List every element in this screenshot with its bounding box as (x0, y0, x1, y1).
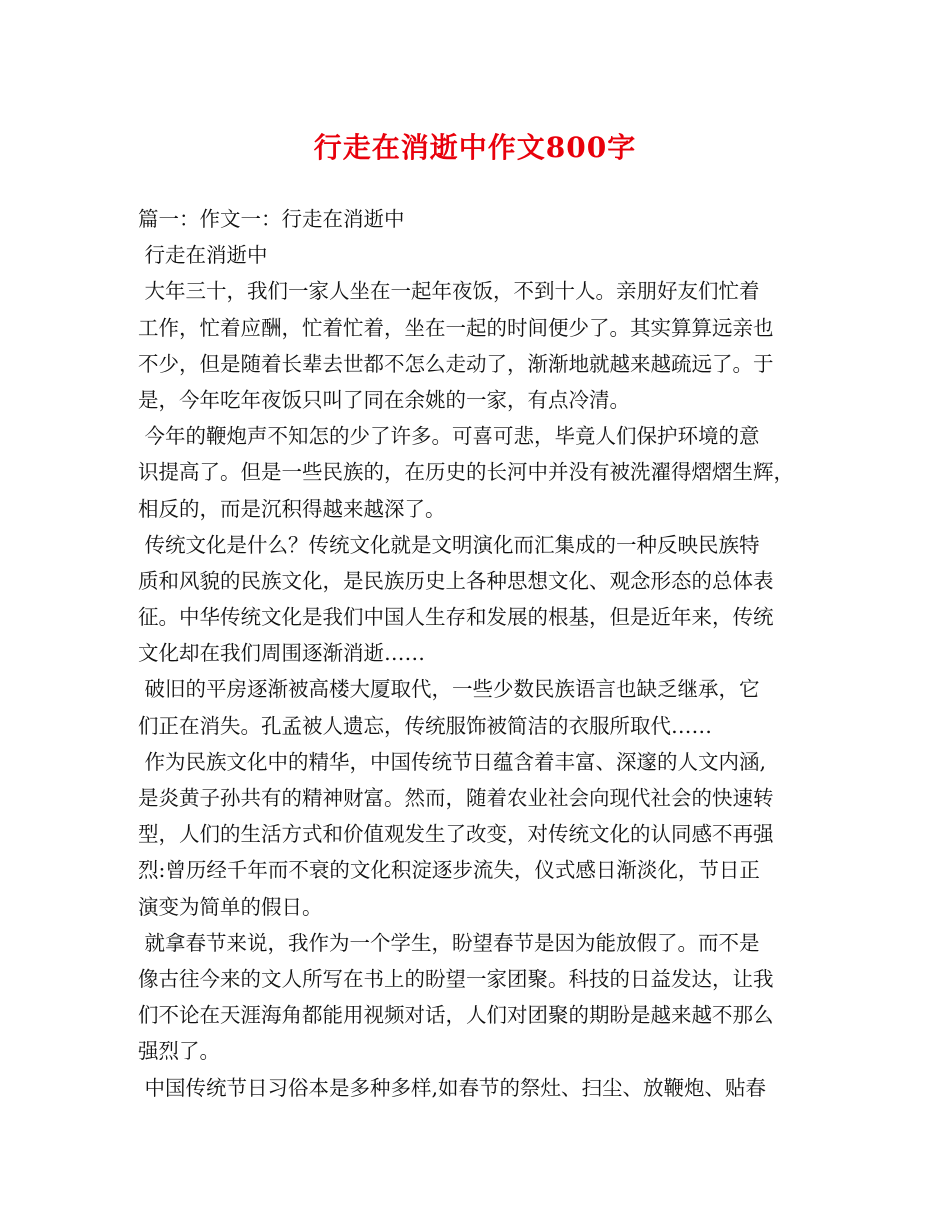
text-line: 质和风貌的民族文化，是民族历史上各种思想文化、观念形态的总体表 (138, 568, 774, 593)
text-line: 作为民族文化中的精华，中国传统节日蕴含着丰富、深邃的人文内涵, (138, 749, 767, 774)
text-line: 们正在消失。孔孟被人遗忘，传统服饰被简洁的衣服所取代…… (138, 713, 712, 738)
text-line: 识提高了。但是一些民族的，在历史的长河中并没有被洗濯得熠熠生辉， (138, 460, 794, 485)
text-line: 行走在消逝中 (138, 243, 268, 268)
text-line: 相反的，而是沉积得越来越深了。 (138, 496, 446, 521)
text-line: 征。中华传统文化是我们中国人生存和发展的根基，但是近年来，传统 (138, 605, 774, 630)
text-line: 不少，但是随着长辈去世都不怎么走动了，渐渐地就越来越疏远了。于 (138, 351, 774, 376)
text-line: 就拿春节来说，我作为一个学生，盼望春节是因为能放假了。而不是 (138, 930, 760, 955)
text-line: 是炎黄子孙共有的精神财富。然而，随着农业社会向现代社会的快速转 (138, 786, 774, 810)
text-line: 中国传统节日习俗本是多种多样,如春节的祭灶、扫尘、放鞭炮、贴春 (138, 1075, 767, 1100)
text-line: 是，今年吃年夜饭只叫了同在余姚的一家，有点冷清。 (138, 387, 630, 412)
text-line: 篇一：作文一：行走在消逝中 (138, 207, 405, 231)
text-line: 今年的鞭炮声不知怎的少了许多。可喜可悲，毕竟人们保护环境的意 (138, 424, 760, 449)
text-line: 工作，忙着应酬，忙着忙着，坐在一起的时间便少了。其实算算远亲也 (138, 315, 774, 340)
text-line: 烈:曾历经千年而不衰的文化积淀逐步流失，仪式感日渐淡化，节日正 (138, 858, 760, 883)
document-body (138, 201, 828, 1106)
text-line: 传统文化是什么？传统文化就是文明演化而汇集成的一种反映民族特 (138, 532, 760, 557)
text-line: 破旧的平房逐渐被高楼大厦取代，一些少数民族语言也缺乏继承，它 (138, 677, 760, 702)
text-line: 演变为简单的假日。 (138, 894, 323, 919)
text-line: 型，人们的生活方式和价值观发生了改变，对传统文化的认同感不再强 (138, 822, 774, 847)
text-line: 大年三十，我们一家人坐在一起年夜饭，不到十人。亲朋好友们忙着 (138, 279, 760, 304)
text-line: 像古往今来的文人所写在书上的盼望一家团聚。科技的日益发达，让我 (138, 966, 774, 991)
text-line: 们不论在天涯海角都能用视频对话，人们对团聚的期盼是越来越不那么 (138, 1003, 774, 1028)
text-line: 强烈了。 (138, 1039, 220, 1064)
document-title: 行走在消逝中作文800字 (313, 131, 637, 164)
text-line: 文化却在我们周围逐渐消逝…… (138, 641, 425, 666)
